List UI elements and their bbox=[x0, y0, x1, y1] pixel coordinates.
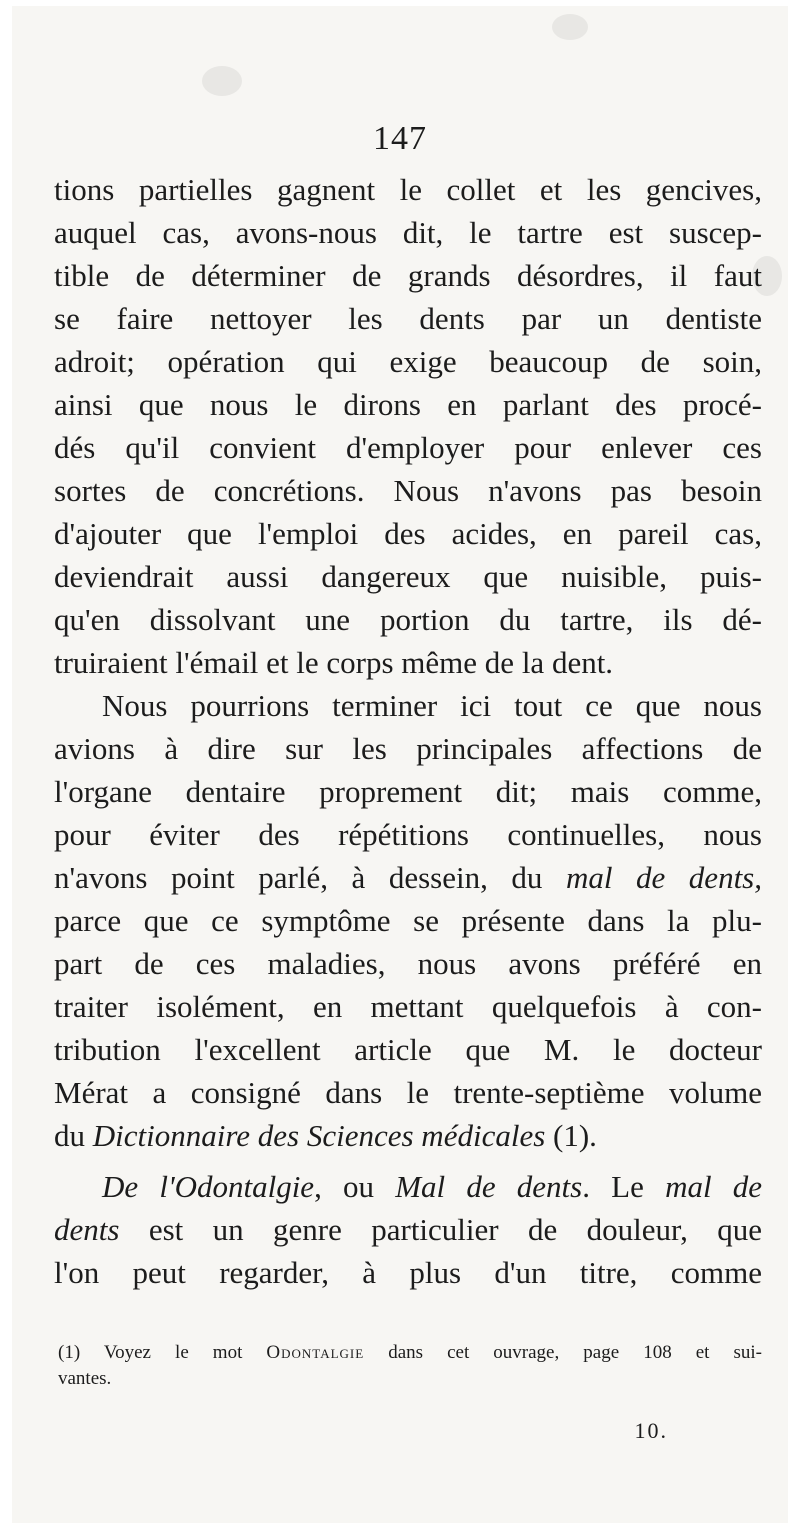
paper-stain bbox=[552, 14, 588, 40]
text-line: tible de déterminer de grands désordres, il faut bbox=[54, 258, 762, 293]
text-line: sortes de concrétions. Nous n'avons pas besoin bbox=[54, 473, 762, 508]
text-line: l'organe dentaire proprement dit; mais comme, bbox=[54, 774, 762, 809]
text-line: avions à dire sur les principales affections de bbox=[54, 731, 762, 766]
footnote-line bbox=[58, 1340, 762, 1366]
paper-stain bbox=[202, 66, 242, 96]
text-line: part de ces maladies, nous avons préféré en bbox=[54, 946, 762, 981]
text-line: ainsi que nous le dirons en parlant des procé- bbox=[54, 387, 762, 422]
text-run: du bbox=[54, 1118, 93, 1153]
italic-title: Dictionnaire des Sciences médicales bbox=[92, 1118, 546, 1153]
signature-mark: 10. bbox=[634, 1418, 668, 1443]
footnote-line: vantes. bbox=[58, 1368, 112, 1389]
page-number: 147 bbox=[373, 120, 427, 157]
text-line: adroit; opération qui exige beaucoup de soin, bbox=[54, 344, 762, 379]
text-line bbox=[54, 1165, 762, 1208]
text-line: Mérat a consigné dans le trente-septième volume bbox=[54, 1075, 762, 1110]
italic-term: mal de dents bbox=[565, 860, 755, 895]
text-line: qu'en dissolvant une portion du tartre, ils dé- bbox=[54, 602, 762, 637]
text-run: est un genre particulier de douleur, que bbox=[119, 1212, 762, 1247]
italic-heading: De l'Odontalgie bbox=[102, 1169, 315, 1204]
italic-term: dents bbox=[54, 1212, 120, 1247]
text-line: se faire nettoyer les dents par un dentiste bbox=[54, 301, 762, 336]
body-text bbox=[54, 168, 762, 1294]
footnote-text: dans cet ouvrage, page 108 et sui- bbox=[364, 1342, 762, 1363]
text-line: traiter isolément, en mettant quelquefois à con- bbox=[54, 989, 762, 1024]
text-line: dés qu'il convient d'employer pour enlever ces bbox=[54, 430, 762, 465]
text-line: auquel cas, avons-nous dit, le tartre est suscep- bbox=[54, 215, 762, 250]
book-page bbox=[12, 6, 788, 1523]
text-line: tions partielles gagnent le collet et les gencives, bbox=[54, 172, 762, 207]
text-line bbox=[54, 1114, 762, 1157]
paragraph-gap bbox=[54, 1157, 762, 1165]
text-line bbox=[54, 856, 762, 899]
footnote-smallcaps: Odontalgie bbox=[266, 1342, 365, 1363]
text-run: (1). bbox=[545, 1118, 597, 1153]
footnote bbox=[58, 1340, 762, 1392]
text-line: parce que ce symptôme se présente dans la plu- bbox=[54, 903, 762, 938]
italic-heading: Mal de dents bbox=[395, 1169, 583, 1204]
text-line bbox=[54, 1208, 762, 1251]
text-line: truiraient l'émail et le corps même de la dent. bbox=[54, 645, 614, 680]
text-line: Nous pourrions terminer ici tout ce que nous bbox=[102, 688, 762, 723]
text-line: d'ajouter que l'emploi des acides, en pareil cas, bbox=[54, 516, 762, 551]
text-line: deviendrait aussi dangereux que nuisible, puis- bbox=[54, 559, 762, 594]
italic-term: mal de bbox=[665, 1169, 763, 1204]
text-line: pour éviter des répétitions continuelles, nous bbox=[54, 817, 762, 852]
footnote-text: (1) Voyez le mot bbox=[58, 1342, 267, 1363]
text-run: , ou bbox=[314, 1169, 396, 1204]
text-run: . Le bbox=[582, 1169, 666, 1204]
text-line: tribution l'excellent article que M. le docteur bbox=[54, 1032, 762, 1067]
text-run: n'avons point parlé, à dessein, du bbox=[54, 860, 566, 895]
text-line: l'on peut regarder, à plus d'un titre, comme bbox=[54, 1255, 762, 1290]
italic-comma: , bbox=[754, 860, 762, 895]
